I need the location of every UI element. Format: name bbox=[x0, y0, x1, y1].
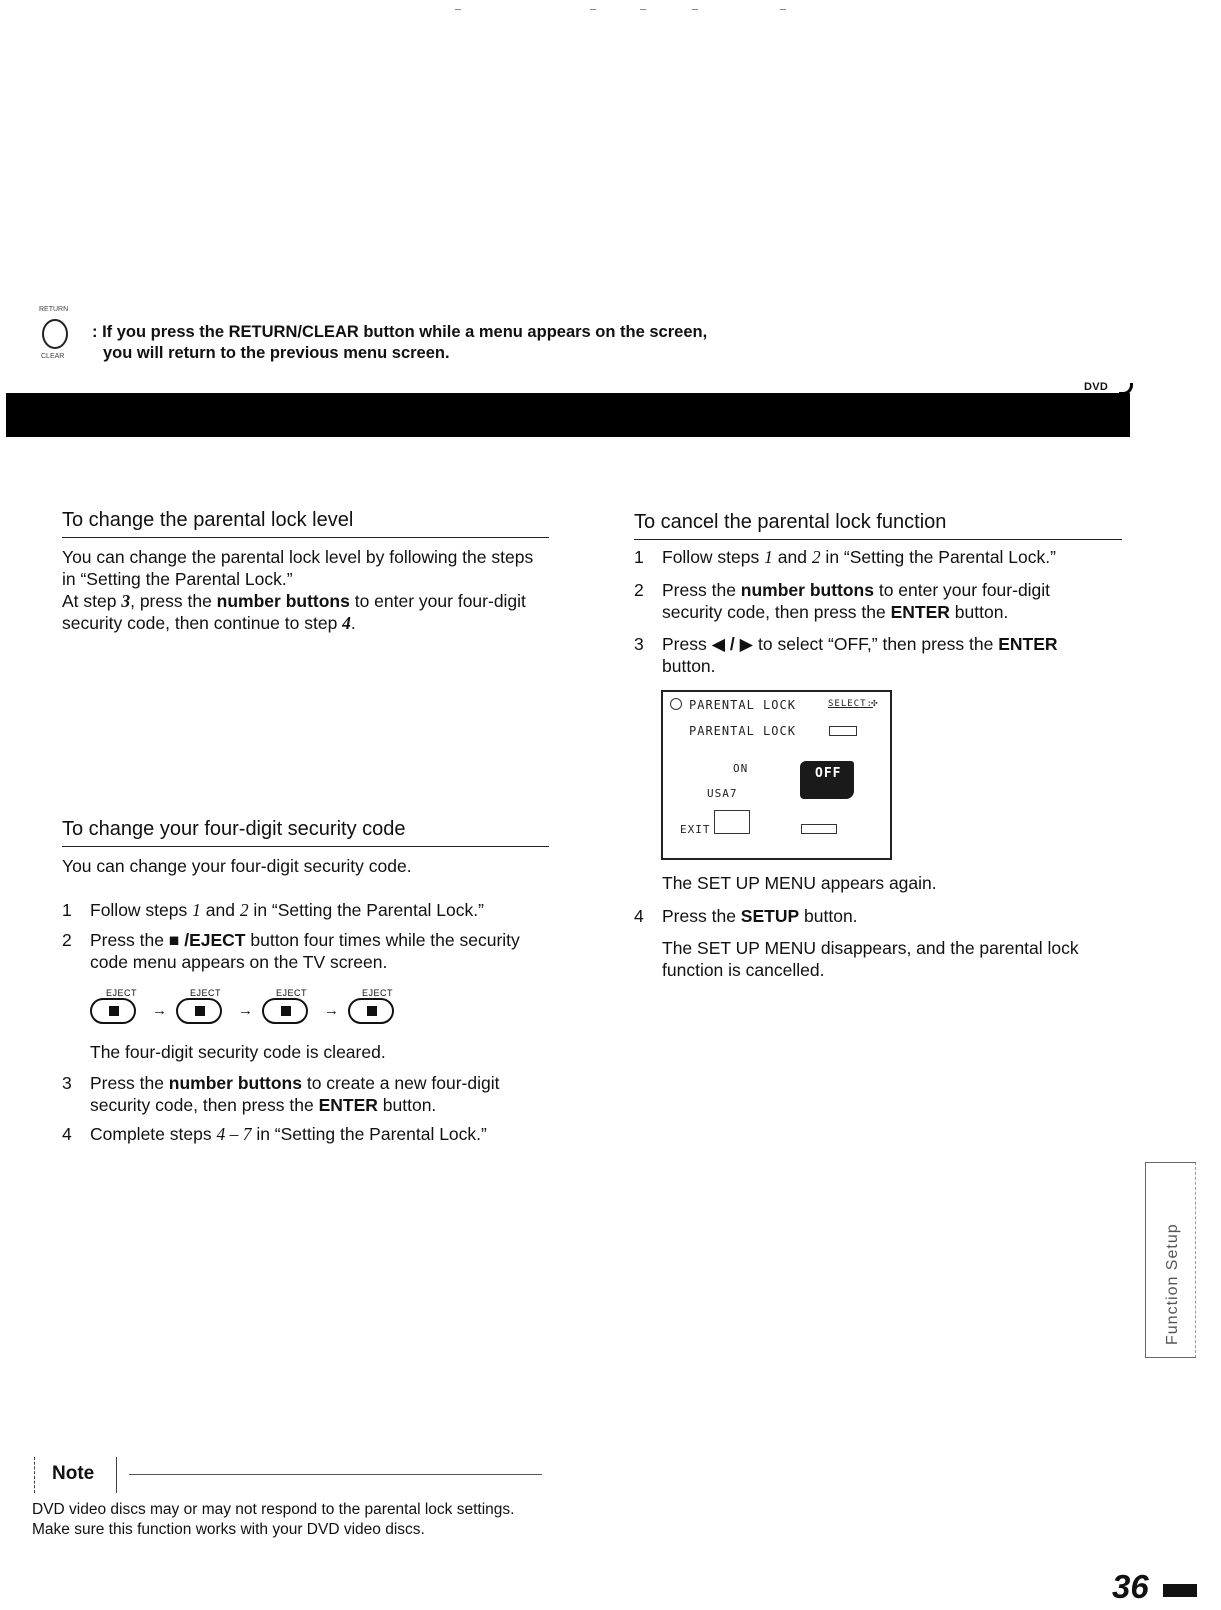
screen-option-off-highlight: OFF bbox=[800, 761, 854, 799]
arrow-right-icon: → bbox=[152, 1002, 167, 1019]
arrow-right-icon: → bbox=[238, 1002, 253, 1019]
side-tab-function-setup bbox=[1145, 1162, 1196, 1358]
arrow-right-icon: → bbox=[324, 1002, 339, 1019]
heading-change-code: To change your four-digit security code bbox=[62, 816, 549, 847]
change-code-step-2: 2 Press the ■ /EJECT button four times while the security code menu appears on the TV screen. bbox=[62, 930, 520, 972]
scan-mark bbox=[780, 9, 786, 10]
screen-title: PARENTAL LOCK bbox=[689, 698, 796, 712]
screen-row-parental-lock: PARENTAL LOCK bbox=[689, 724, 796, 738]
cancel-step-3: 3 Press ◀ / ▶ to select “OFF,” then press the ENTER button. bbox=[634, 634, 1058, 676]
screen-select-label: SELECT: bbox=[828, 699, 873, 709]
change-code-step-3: 3 Press the number buttons to create a new four-digit security code, then press the ENTER button. bbox=[62, 1073, 500, 1115]
eject-button-icon bbox=[176, 998, 222, 1024]
cancel-step-2: 2 Press the number buttons to enter your four-digit security code, then press the ENTER button. bbox=[634, 580, 1051, 622]
eject-label: EJECT bbox=[276, 988, 308, 998]
tip-text bbox=[92, 322, 752, 364]
heading-change-level: To change the parental lock level bbox=[62, 507, 549, 538]
setup-menu-appears-text: The SET UP MENU appears again. bbox=[662, 873, 937, 893]
note-divider bbox=[34, 1457, 35, 1493]
menu-disc-icon bbox=[670, 698, 682, 710]
side-tab-label: Function Setup bbox=[1164, 1223, 1181, 1345]
change-code-step-1: 1 Follow steps 1 and 2 in “Setting the Parental Lock.” bbox=[62, 900, 484, 920]
cancel-result-text: The SET UP MENU disappears, and the parental lock function is cancelled. bbox=[662, 938, 1079, 980]
section-banner bbox=[6, 393, 1130, 437]
code-cleared-text: The four-digit security code is cleared. bbox=[90, 1042, 386, 1062]
note-text: DVD video discs may or may not respond to the parental lock settings. Make sure this function works with your DVD video discs. bbox=[32, 1501, 515, 1538]
icon-label-bottom: CLEAR bbox=[41, 353, 65, 360]
eject-button-icon bbox=[262, 998, 308, 1024]
icon-label-top: RETURN bbox=[39, 306, 69, 313]
select-arrows-icon: ✣ bbox=[871, 696, 879, 709]
scan-mark bbox=[455, 9, 461, 10]
screen-option-on: ON bbox=[733, 762, 749, 775]
eject-button-icon bbox=[348, 998, 394, 1024]
change-code-intro: You can change your four-digit security code. bbox=[62, 856, 412, 876]
cancel-step-4: 4 Press the SETUP button. bbox=[634, 906, 858, 926]
parental-lock-screen bbox=[661, 690, 892, 860]
tip-line-2: you will return to the previous menu screen. bbox=[103, 344, 450, 362]
scan-mark bbox=[640, 9, 646, 10]
scan-mark bbox=[692, 9, 698, 10]
page-number: 36 bbox=[1112, 1568, 1149, 1605]
screen-exit-button bbox=[714, 810, 750, 834]
left-right-arrows-icon: ◀ / ▶ bbox=[711, 634, 754, 654]
return-clear-button-icon bbox=[30, 304, 80, 360]
change-level-body: You can change the parental lock level by following the steps in “Setting the Parental Lock.” At step 3, press the number buttons to enter your four-digit security code, then continue to step 4. bbox=[62, 547, 534, 633]
eject-label: EJECT bbox=[362, 988, 394, 998]
eject-label: EJECT bbox=[190, 988, 222, 998]
change-code-step-4: 4 Complete steps 4 – 7 in “Setting the Parental Lock.” bbox=[62, 1124, 487, 1144]
eject-sequence bbox=[88, 988, 428, 1028]
screen-value-box bbox=[829, 726, 857, 736]
screen-exit: EXIT bbox=[680, 823, 711, 836]
eject-button-icon bbox=[90, 998, 136, 1024]
heading-cancel-lock: To cancel the parental lock function bbox=[634, 509, 1122, 540]
note-divider bbox=[116, 1457, 117, 1493]
screen-enter-box bbox=[801, 824, 837, 834]
screen-region: USA7 bbox=[707, 787, 738, 800]
eject-label: EJECT bbox=[106, 988, 138, 998]
dvd-tag: DVD bbox=[1084, 381, 1130, 395]
note-rule bbox=[129, 1474, 542, 1475]
scan-mark bbox=[590, 9, 596, 10]
cancel-step-1: 1 Follow steps 1 and 2 in “Setting the Parental Lock.” bbox=[634, 547, 1056, 567]
tip-line-1: : If you press the RETURN/CLEAR button while a menu appears on the screen, bbox=[92, 323, 708, 341]
note-title: Note bbox=[52, 1463, 95, 1484]
page-number-bar bbox=[1163, 1584, 1197, 1597]
